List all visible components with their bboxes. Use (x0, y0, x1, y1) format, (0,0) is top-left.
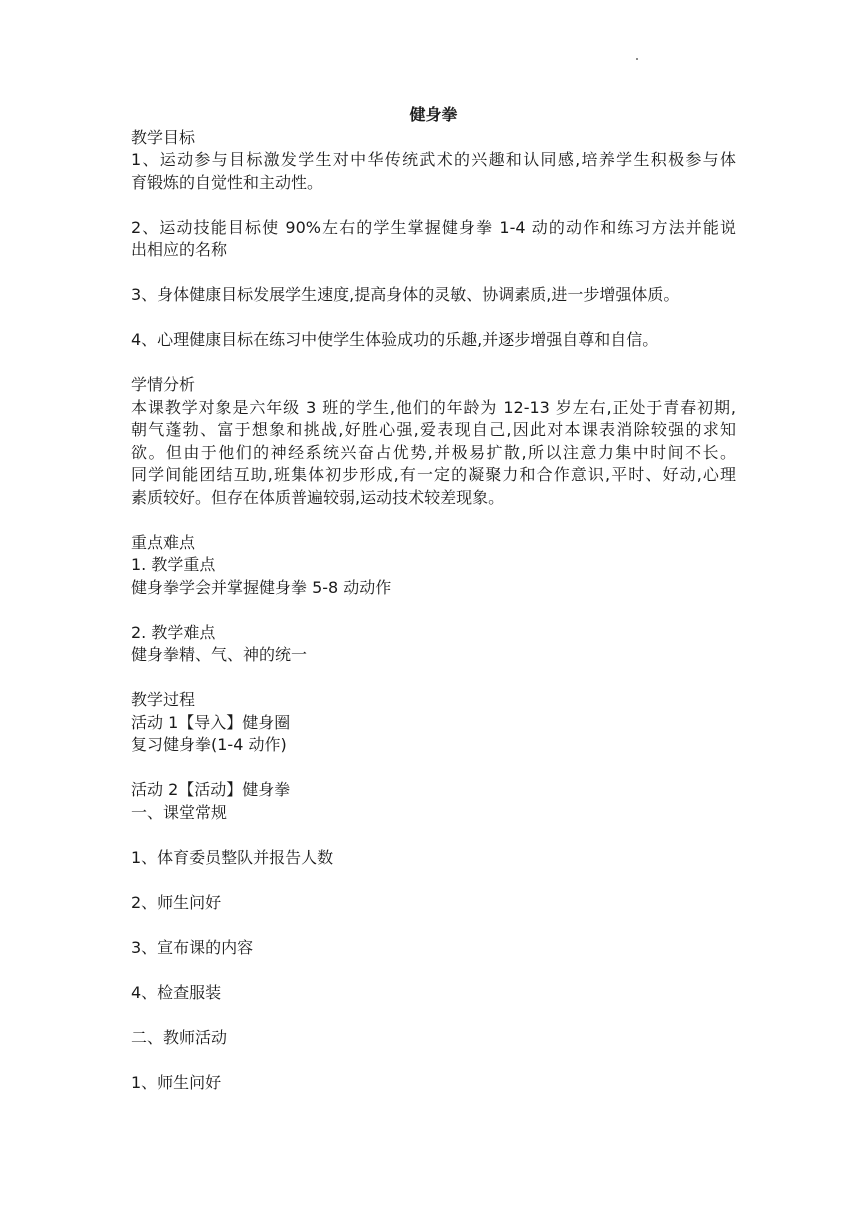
objective-2-line-1: 2、运动技能目标使 90%左右的学生掌握健身拳 1-4 动的动作和练习方法并能说 (131, 217, 736, 237)
document-page (131, 104, 736, 1094)
step-3: 3、宣布课的内容 (131, 937, 254, 957)
objective-4: 4、心理健康目标在练习中使学生体验成功的乐趣,并逐步增强自尊和自信。 (131, 330, 659, 349)
section-1-heading: 一、课堂常规 (131, 802, 228, 822)
objective-1-line-2: 育锻炼的自觉性和主动性。 (131, 172, 324, 192)
activity-1-title: 活动 1【导入】健身圈 (131, 712, 291, 732)
difficulty-title: 2. 教学难点 (131, 622, 216, 642)
focus-title: 1. 教学重点 (131, 555, 216, 574)
objective-2-line-2: 出相应的名称 (131, 240, 228, 259)
activity-1-text: 复习健身拳(1-4 动作) (131, 735, 287, 754)
difficulty-text: 健身拳精、气、神的统一 (131, 645, 308, 664)
focus-text: 健身拳学会并掌握健身拳 5-8 动动作 (131, 577, 392, 597)
analysis-heading: 学情分析 (131, 375, 196, 394)
objective-1-line-1: 1、运动参与目标激发学生对中华传统武术的兴趣和认同感,培养学生积极参与体 (131, 150, 736, 169)
analysis-line-1: 本课教学对象是六年级 3 班的学生,他们的年龄为 12-13 岁左右,正处于青春初期, (131, 397, 736, 417)
section-2-heading: 二、教师活动 (131, 1027, 228, 1047)
process-heading: 教学过程 (131, 690, 196, 709)
analysis-line-3: 欲。但由于他们的神经系统兴奋占优势,并极易扩散,所以注意力集中时间不长。 (131, 442, 736, 462)
step-1: 1、体育委员整队并报告人数 (131, 847, 334, 867)
analysis-line-2: 朝气蓬勃、富于想象和挑战,好胜心强,爱表现自己,因此对本课表消除较强的求知 (131, 420, 736, 439)
analysis-line-4: 同学间能团结互助,班集体初步形成,有一定的凝聚力和合作意识,平时、好动,心理 (131, 465, 736, 484)
document-title: 健身拳 (409, 105, 458, 124)
teacher-step-1: 1、师生问好 (131, 1072, 222, 1092)
keypoints-heading: 重点难点 (131, 532, 196, 552)
objective-3: 3、身体健康目标发展学生速度,提高身体的灵敏、协调素质,进一步增强体质。 (131, 285, 680, 304)
activity-2-title: 活动 2【活动】健身拳 (131, 780, 291, 799)
step-2: 2、师生问好 (131, 892, 222, 912)
page-dot-mark (636, 58, 638, 60)
analysis-line-5: 素质较好。但存在体质普遍较弱,运动技术较差现象。 (131, 487, 505, 507)
objectives-heading: 教学目标 (131, 127, 196, 147)
step-4: 4、检查服装 (131, 982, 222, 1002)
